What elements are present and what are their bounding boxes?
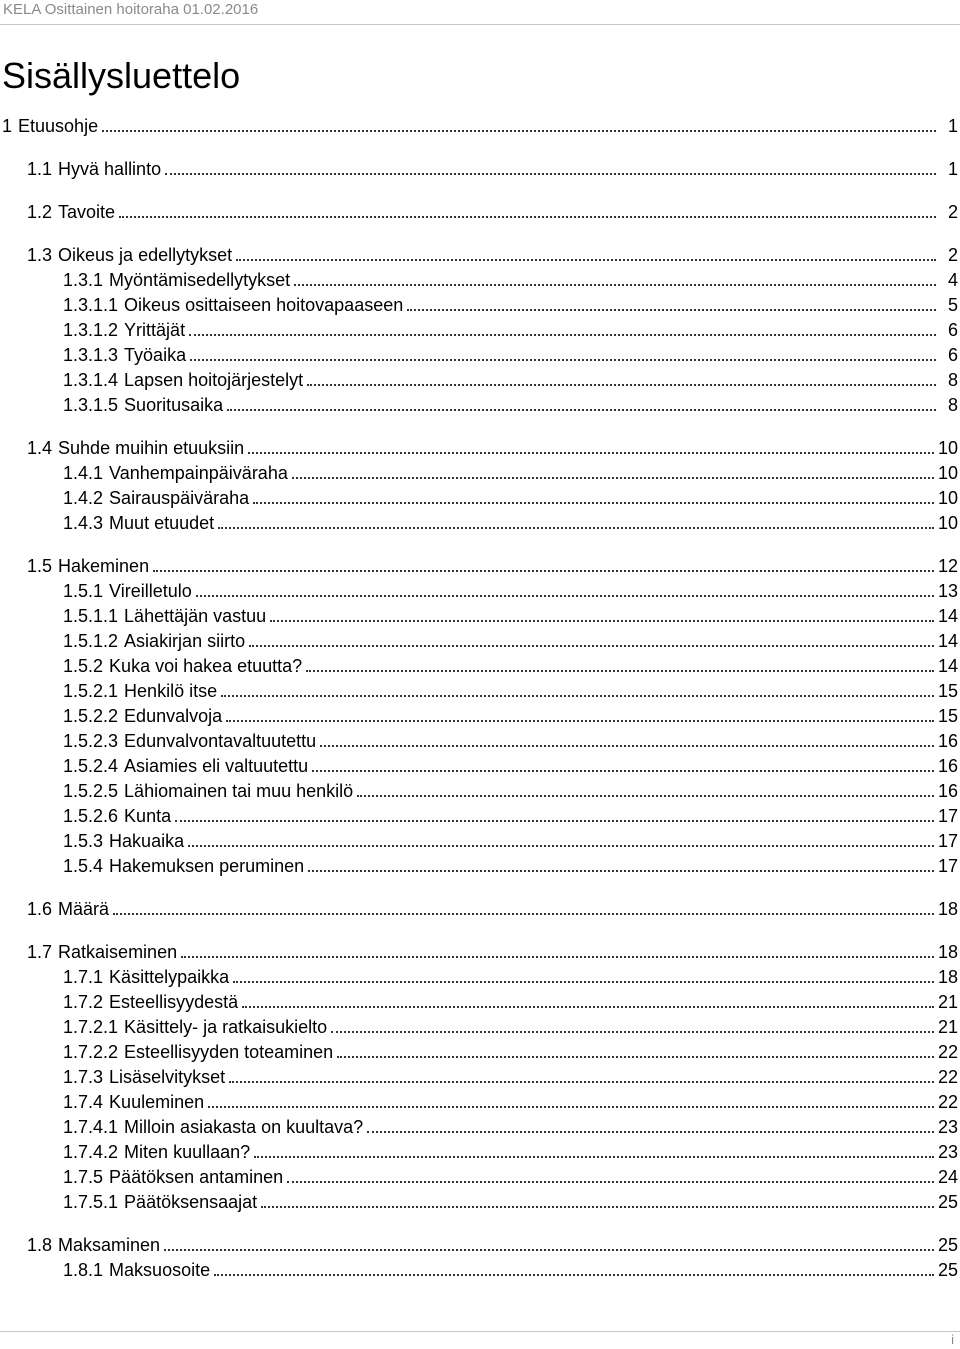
dot-leader xyxy=(287,1181,934,1183)
toc-entry-title: Lisäselvitykset xyxy=(109,1067,226,1087)
toc-entry-title: Asiakirjan siirto xyxy=(124,631,246,651)
dot-leader xyxy=(153,570,934,572)
toc-entry-title: Oikeus ja edellytykset xyxy=(58,245,233,265)
toc-entry-title: Kuuleminen xyxy=(109,1092,205,1112)
toc-entry-title: Myöntämisedellytykset xyxy=(109,270,291,290)
page-title: Sisällysluettelo xyxy=(2,55,241,96)
toc-entry[interactable] xyxy=(27,898,958,920)
toc-entry-page: 25 xyxy=(937,1192,958,1212)
toc-entry-number: 1.5.1.2 xyxy=(63,631,119,651)
toc-entry-page: 12 xyxy=(937,556,958,576)
toc-entry[interactable] xyxy=(63,394,958,416)
toc-entry-page: 17 xyxy=(937,806,958,826)
toc-entry-title: Maksuosoite xyxy=(109,1260,211,1280)
toc-entry-title: Muut etuudet xyxy=(109,513,215,533)
toc-entry[interactable] xyxy=(63,680,958,702)
toc-entry[interactable] xyxy=(63,319,958,341)
toc-entry[interactable] xyxy=(63,991,958,1013)
toc-entry[interactable] xyxy=(63,1191,958,1213)
toc-entry[interactable] xyxy=(27,1234,958,1256)
dot-leader xyxy=(248,452,934,454)
toc-entry-number: 1.7.1 xyxy=(63,967,104,987)
toc-entry-page: 10 xyxy=(937,438,958,458)
toc-entry-number: 1.8.1 xyxy=(63,1260,104,1280)
toc-entry-page: 14 xyxy=(937,631,958,651)
toc-entry-page: 18 xyxy=(937,899,958,919)
toc-entry-page: 22 xyxy=(937,1092,958,1112)
dot-leader xyxy=(337,1056,934,1058)
toc-entry-page: 23 xyxy=(937,1142,958,1162)
toc-entry-title: Oikeus osittaiseen hoitovapaaseen xyxy=(124,295,404,315)
toc-entry-title: Käsittelypaikka xyxy=(109,967,230,987)
toc-entry-title: Hakemuksen peruminen xyxy=(109,856,305,876)
toc-entry-page: 10 xyxy=(937,488,958,508)
toc-entry-number: 1.7 xyxy=(27,942,53,962)
running-header: KELA Osittainen hoitoraha 01.02.2016 xyxy=(3,1,259,18)
toc-entry[interactable] xyxy=(63,780,958,802)
toc-entry-page: 17 xyxy=(937,856,958,876)
toc-entry-page: 16 xyxy=(937,756,958,776)
toc-entry-title: Hyvä hallinto xyxy=(58,159,162,179)
toc-entry-number: 1.5.2.4 xyxy=(63,756,119,776)
toc-entry-title: Ratkaiseminen xyxy=(58,942,178,962)
toc-entry[interactable] xyxy=(27,941,958,963)
toc-entry-title: Lähettäjän vastuu xyxy=(124,606,267,626)
toc-entry-title: Edunvalvontavaltuutettu xyxy=(124,731,317,751)
dot-leader xyxy=(307,384,936,386)
toc-entry[interactable] xyxy=(63,487,958,509)
toc-entry[interactable] xyxy=(63,1066,958,1088)
toc-entry-title: Milloin asiakasta on kuultava? xyxy=(124,1117,364,1137)
toc-entry-page: 23 xyxy=(937,1117,958,1137)
toc-entry-title: Vanhempainpäiväraha xyxy=(109,463,288,483)
toc-entry-title: Esteellisyyden toteaminen xyxy=(124,1042,334,1062)
toc-entry-page: 25 xyxy=(937,1260,958,1280)
toc-entry-number: 1.4.1 xyxy=(63,463,104,483)
toc-entry[interactable] xyxy=(63,830,958,852)
toc-entry-title: Tavoite xyxy=(58,202,116,222)
toc-entry-number: 1.3.1 xyxy=(63,270,104,290)
toc-entry[interactable] xyxy=(63,605,958,627)
toc-entry-title: Lapsen hoitojärjestelyt xyxy=(124,370,304,390)
toc-entry-page: 18 xyxy=(937,942,958,962)
toc-entry-title: Esteellisyydestä xyxy=(109,992,239,1012)
toc-entry-page: 8 xyxy=(947,370,958,390)
dot-leader xyxy=(181,956,934,958)
toc-entry-page: 14 xyxy=(937,606,958,626)
toc-entry-number: 1.7.3 xyxy=(63,1067,104,1087)
toc-entry-number: 1.7.2 xyxy=(63,992,104,1012)
toc-entry-number: 1.7.4 xyxy=(63,1092,104,1112)
dot-leader xyxy=(233,981,934,983)
dot-leader xyxy=(227,409,936,411)
dot-leader xyxy=(175,820,934,822)
toc-entry-number: 1.7.5.1 xyxy=(63,1192,119,1212)
toc-entry-page: 22 xyxy=(937,1042,958,1062)
toc-entry-number: 1.7.4.1 xyxy=(63,1117,119,1137)
dot-leader xyxy=(306,670,934,672)
dot-leader xyxy=(308,870,934,872)
toc-entry-number: 1.5.2.2 xyxy=(63,706,119,726)
dot-leader xyxy=(357,795,934,797)
toc-entry[interactable] xyxy=(2,115,958,137)
toc-entry-number: 1.7.2.1 xyxy=(63,1017,119,1037)
toc-entry-title: Edunvalvoja xyxy=(124,706,223,726)
toc-entry-page: 16 xyxy=(937,731,958,751)
toc-entry[interactable] xyxy=(27,437,958,459)
dot-leader xyxy=(292,477,934,479)
toc-entry-page: 2 xyxy=(947,245,958,265)
toc-entry-page: 1 xyxy=(947,116,958,136)
footer-divider xyxy=(0,1331,960,1332)
toc-entry-number: 1.5.3 xyxy=(63,831,104,851)
page-number: i xyxy=(951,1332,954,1347)
toc-entry-page: 17 xyxy=(937,831,958,851)
toc-entry[interactable] xyxy=(63,1116,958,1138)
dot-leader xyxy=(261,1206,934,1208)
toc-entry[interactable] xyxy=(63,1041,958,1063)
dot-leader xyxy=(214,1274,934,1276)
dot-leader xyxy=(229,1081,934,1083)
toc-entry-title: Työaika xyxy=(124,345,187,365)
toc-entry-title: Hakeminen xyxy=(58,556,150,576)
toc-entry-title: Kunta xyxy=(124,806,172,826)
toc-entry-page: 22 xyxy=(937,1067,958,1087)
dot-leader xyxy=(208,1106,934,1108)
toc-entry-number: 1.6 xyxy=(27,899,53,919)
toc-entry[interactable] xyxy=(63,755,958,777)
toc-entry-number: 1.1 xyxy=(27,159,53,179)
dot-leader xyxy=(190,359,936,361)
toc-entry-page: 25 xyxy=(937,1235,958,1255)
toc-entry[interactable] xyxy=(63,369,958,391)
toc-entry-page: 18 xyxy=(937,967,958,987)
toc-entry-number: 1.4.2 xyxy=(63,488,104,508)
toc-entry[interactable] xyxy=(63,630,958,652)
toc-entry-title: Määrä xyxy=(58,899,110,919)
toc-entry-number: 1.7.4.2 xyxy=(63,1142,119,1162)
toc-entry-number: 1.7.2.2 xyxy=(63,1042,119,1062)
toc-entry-number: 1.2 xyxy=(27,202,53,222)
toc-entry-number: 1.5.2.6 xyxy=(63,806,119,826)
dot-leader xyxy=(249,645,934,647)
toc-entry[interactable] xyxy=(63,1091,958,1113)
toc-entry-page: 13 xyxy=(937,581,958,601)
dot-leader xyxy=(113,913,934,915)
toc-entry-number: 1.3 xyxy=(27,245,53,265)
toc-entry[interactable] xyxy=(27,158,958,180)
toc-entry-number: 1.5.2.3 xyxy=(63,731,119,751)
toc-entry-number: 1.3.1.5 xyxy=(63,395,119,415)
dot-leader xyxy=(294,284,936,286)
toc-entry-page: 10 xyxy=(937,513,958,533)
toc-entry-title: Henkilö itse xyxy=(124,681,218,701)
toc-entry[interactable] xyxy=(63,805,958,827)
toc-entry-number: 1.5.4 xyxy=(63,856,104,876)
dot-leader xyxy=(236,259,936,261)
toc-entry-title: Suhde muihin etuuksiin xyxy=(58,438,245,458)
toc-entry[interactable] xyxy=(63,269,958,291)
dot-leader xyxy=(165,173,936,175)
toc-entry[interactable] xyxy=(63,1016,958,1038)
toc-entry-number: 1.3.1.2 xyxy=(63,320,119,340)
toc-entry-title: Vireilletulo xyxy=(109,581,192,601)
toc-entry[interactable] xyxy=(63,705,958,727)
toc-entry[interactable] xyxy=(63,855,958,877)
toc-entry-number: 1.3.1.1 xyxy=(63,295,119,315)
toc-entry-page: 6 xyxy=(947,320,958,340)
toc-entry-page: 5 xyxy=(947,295,958,315)
toc-entry-page: 21 xyxy=(937,992,958,1012)
toc-entry-title: Maksaminen xyxy=(58,1235,161,1255)
dot-leader xyxy=(253,502,934,504)
toc-entry-number: 1 xyxy=(2,116,13,136)
toc-entry[interactable] xyxy=(63,512,958,534)
toc-entry[interactable] xyxy=(63,580,958,602)
toc-entry-number: 1.5.2 xyxy=(63,656,104,676)
dot-leader xyxy=(270,620,934,622)
dot-leader xyxy=(312,770,934,772)
toc-entry[interactable] xyxy=(27,555,958,577)
toc-entry-number: 1.3.1.4 xyxy=(63,370,119,390)
toc-entry[interactable] xyxy=(63,1141,958,1163)
dot-leader xyxy=(196,595,934,597)
toc-entry-page: 24 xyxy=(937,1167,958,1187)
toc-entry-title: Suoritusaika xyxy=(124,395,224,415)
toc-entry[interactable] xyxy=(63,730,958,752)
dot-leader xyxy=(320,745,934,747)
dot-leader xyxy=(367,1131,934,1133)
dot-leader xyxy=(226,720,934,722)
toc-entry-title: Käsittely- ja ratkaisukielto xyxy=(124,1017,328,1037)
toc-entry[interactable] xyxy=(63,462,958,484)
toc-entry-title: Kuka voi hakea etuutta? xyxy=(109,656,303,676)
toc-entry-title: Etuusohje xyxy=(18,116,99,136)
toc-entry-page: 4 xyxy=(947,270,958,290)
toc-entry[interactable] xyxy=(63,1259,958,1281)
toc-entry-number: 1.5.1.1 xyxy=(63,606,119,626)
toc-entry-page: 15 xyxy=(937,681,958,701)
toc-entry-title: Hakuaika xyxy=(109,831,185,851)
dot-leader xyxy=(331,1031,934,1033)
toc-entry-title: Päätöksen antaminen xyxy=(109,1167,284,1187)
toc-entry-title: Sairauspäiväraha xyxy=(109,488,250,508)
toc-entry-page: 21 xyxy=(937,1017,958,1037)
dot-leader xyxy=(221,695,934,697)
toc-entry[interactable] xyxy=(27,244,958,266)
toc-entry-number: 1.5.2.1 xyxy=(63,681,119,701)
toc-entry-number: 1.5 xyxy=(27,556,53,576)
dot-leader xyxy=(407,309,936,311)
toc-entry-page: 10 xyxy=(937,463,958,483)
toc-entry[interactable] xyxy=(27,201,958,223)
toc-entry[interactable] xyxy=(63,655,958,677)
toc-entry-number: 1.5.1 xyxy=(63,581,104,601)
dot-leader xyxy=(164,1249,934,1251)
toc-entry-page: 14 xyxy=(937,656,958,676)
dot-leader xyxy=(218,527,934,529)
toc-entry-title: Päätöksensaajat xyxy=(124,1192,258,1212)
toc-entry[interactable] xyxy=(63,344,958,366)
dot-leader xyxy=(189,334,936,336)
dot-leader xyxy=(188,845,934,847)
toc-entry-number: 1.7.5 xyxy=(63,1167,104,1187)
dot-leader xyxy=(119,216,936,218)
toc-entry-number: 1.3.1.3 xyxy=(63,345,119,365)
toc-entry-title: Asiamies eli valtuutettu xyxy=(124,756,309,776)
dot-leader xyxy=(102,130,936,132)
toc-entry-number: 1.4 xyxy=(27,438,53,458)
toc-entry-page: 15 xyxy=(937,706,958,726)
toc-entry-number: 1.5.2.5 xyxy=(63,781,119,801)
toc-entry-number: 1.4.3 xyxy=(63,513,104,533)
toc-entry[interactable] xyxy=(63,966,958,988)
toc-entry-title: Lähiomainen tai muu henkilö xyxy=(124,781,354,801)
toc-entry-number: 1.8 xyxy=(27,1235,53,1255)
dot-leader xyxy=(242,1006,934,1008)
toc-entry-title: Miten kuullaan? xyxy=(124,1142,251,1162)
toc-entry-page: 2 xyxy=(947,202,958,222)
toc-entry-page: 6 xyxy=(947,345,958,365)
toc-entry[interactable] xyxy=(63,1166,958,1188)
toc-entry-page: 16 xyxy=(937,781,958,801)
toc-entry-page: 1 xyxy=(947,159,958,179)
toc-entry-title: Yrittäjät xyxy=(124,320,186,340)
toc-entry[interactable] xyxy=(63,294,958,316)
dot-leader xyxy=(254,1156,934,1158)
toc-entry-page: 8 xyxy=(947,395,958,415)
